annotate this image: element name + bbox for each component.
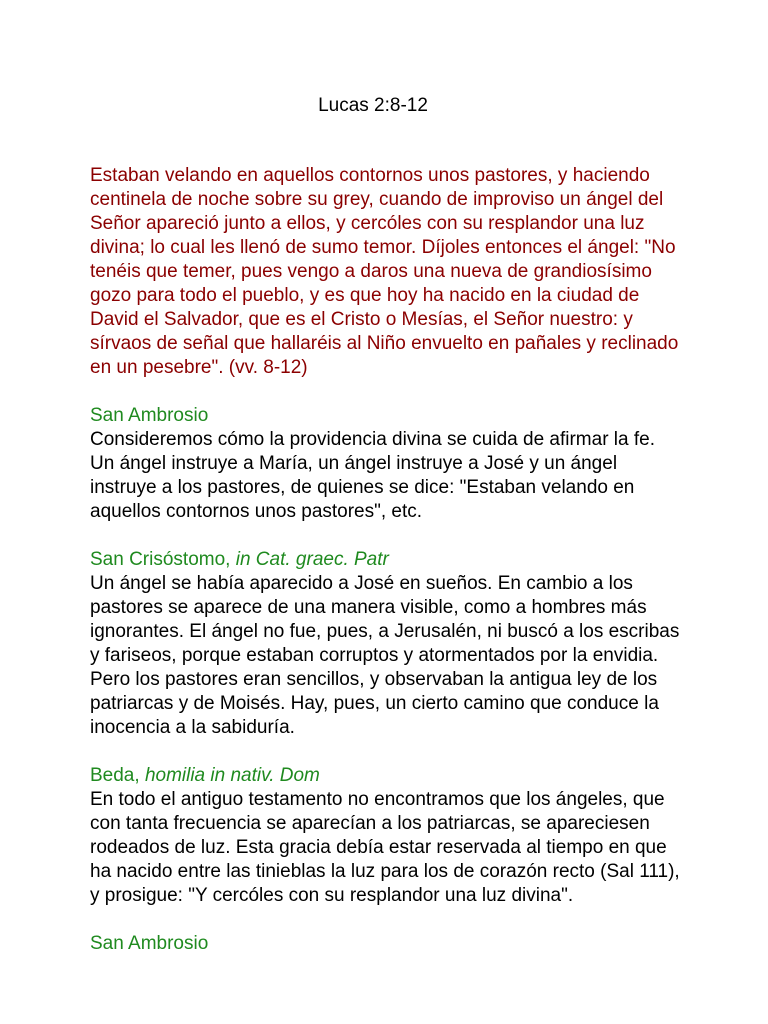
commentary-text: Consideremos cómo la providencia divina se cuida de afirmar la fe. Un ángel instruye a María, un ángel instruye a José y un ángel instruye a los pastores, de quienes se dice: "Estaban velando en aquellos contornos unos pastores", etc. (90, 429, 655, 522)
commentary-heading (90, 764, 680, 788)
commentary-text: En todo el antiguo testamento no encontramos que los ángeles, que con tanta frecuencia se aparecían a los patriarcas, se apareciesen rodeados de luz. Esta gracia debía estar reservada al tiempo en que ha nacido entre las tinieblas la luz para los de corazón recto (Sal 111), y prosigue: "Y cercóles con su resplandor una luz divina". (90, 789, 680, 906)
gospel-passage: Estaban velando en aquellos contornos unos pastores, y haciendo centinela de noche sobre su grey, cuando de improviso un ángel del Señor apareció junto a ellos, y cercóles con su resplandor una luz divina; lo cual les llenó de sumo temor. Díjoles entonces el ángel: "No tenéis que temer, pues vengo a daros una nueva de grandiosísimo gozo para todo el pueblo, y es que hoy ha nacido en la ciudad de David el Salvador, que es el Cristo o Mesías, el Señor nuestro: y sírvaos de señal que hallaréis al Niño envuelto en pañales y reclinado en un pesebre". (vv. 8-12) (90, 165, 679, 378)
commentary-heading (90, 548, 680, 572)
commentary-source: homilia in nativ. Dom (144, 765, 320, 786)
commentary-author: Beda, (90, 765, 145, 786)
commentary-text: Un ángel se había aparecido a José en sueños. En cambio a los pastores se aparece de una manera visible, como a hombres más ignorantes. El ángel no fue, pues, a Jerusalén, ni buscó a los escribas y fariseos, porque estaban corruptos y atormentados por la envidia. Pero los pastores eran sencillos, y observaban la antigua ley de los patriarcas y de Moisés. Hay, pues, un cierto camino que conduce la inocencia a la sabiduría. (90, 573, 680, 738)
page-title: Lucas 2:8-12 (318, 95, 428, 116)
commentary-section (90, 548, 680, 740)
commentary-author: San Crisóstomo, (90, 549, 236, 570)
commentary-section (90, 764, 680, 908)
commentary-author: San Ambrosio (90, 405, 209, 426)
commentary-source: in Cat. graec. Patr (235, 549, 389, 570)
commentary-author: San Ambrosio (90, 933, 209, 954)
commentary-section (90, 404, 680, 524)
commentary-section (90, 932, 680, 956)
document-content (90, 164, 680, 980)
commentary-heading (90, 404, 680, 428)
commentary-heading (90, 932, 680, 956)
